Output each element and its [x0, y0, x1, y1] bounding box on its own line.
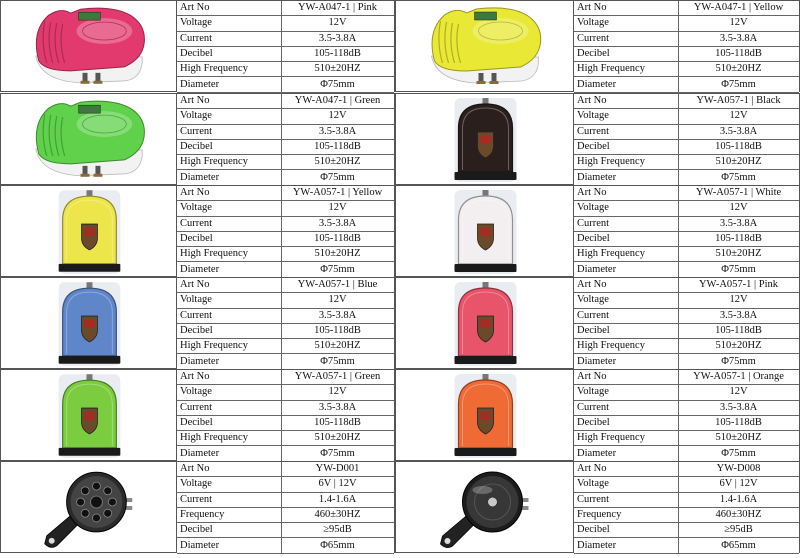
- spec-table: [177, 93, 395, 185]
- spec-value: 105-118dB: [314, 232, 361, 244]
- spec-value: 105-118dB: [314, 324, 361, 336]
- spec-value: 1.4-1.6A: [318, 493, 357, 505]
- spec-value: 105-118dB: [314, 140, 361, 152]
- spec-value: 12V: [729, 294, 748, 306]
- spec-value: 6V | 12V: [318, 478, 357, 490]
- spec-value: 3.5-3.8A: [318, 32, 357, 44]
- product-image-cell: [395, 0, 574, 92]
- product-image-cell: [395, 93, 574, 185]
- spec-value: 3.5-3.8A: [318, 217, 357, 229]
- spec-value: YW-A057-1 | Yellow: [292, 187, 383, 198]
- arched-horn-icon: [1, 278, 176, 368]
- spec-value: 12V: [729, 17, 748, 29]
- spec-value: 105-118dB: [314, 47, 361, 59]
- spec-table: [177, 461, 395, 553]
- spec-value: 510±20HZ: [715, 340, 762, 352]
- spec-value: 3.5-3.8A: [318, 309, 357, 321]
- spec-label: Decibel: [180, 524, 213, 536]
- spec-label: Diameter: [577, 171, 617, 183]
- spec-row: [177, 140, 394, 155]
- spec-label: Diameter: [180, 447, 220, 459]
- spec-label: Voltage: [577, 294, 609, 306]
- spec-value: 510±20HZ: [314, 248, 361, 260]
- spec-value: 510±20HZ: [314, 156, 361, 168]
- spec-row: [177, 171, 394, 186]
- spec-row: [574, 278, 799, 293]
- spec-label: Diameter: [180, 263, 220, 275]
- spec-table: [574, 277, 800, 369]
- spec-row: [177, 385, 394, 400]
- spec-row: [574, 462, 799, 477]
- product-image-cell: [0, 93, 177, 185]
- spec-label: Decibel: [577, 47, 610, 59]
- spec-row: [574, 309, 799, 324]
- spec-table: [574, 93, 800, 185]
- spec-value: ≥95dB: [724, 524, 753, 536]
- spec-label: Diameter: [577, 447, 617, 459]
- spec-row: [177, 78, 394, 93]
- spec-row: [574, 171, 799, 186]
- spec-label: Art No: [180, 2, 210, 13]
- spec-value: 12V: [729, 386, 748, 398]
- spec-row: [177, 508, 394, 523]
- spec-label: Current: [577, 493, 610, 505]
- spec-row: [574, 493, 799, 508]
- spec-value: 460±30HZ: [715, 508, 762, 520]
- spec-label: Voltage: [577, 386, 609, 398]
- spec-row: [574, 186, 799, 201]
- spec-row: [177, 431, 394, 446]
- spec-label: High Frequency: [577, 248, 645, 260]
- spec-label: High Frequency: [577, 432, 645, 444]
- spec-row: [177, 401, 394, 416]
- spec-row: [574, 125, 799, 140]
- spec-value: 3.5-3.8A: [719, 401, 758, 413]
- spec-label: Art No: [180, 371, 210, 382]
- spec-label: Current: [180, 125, 213, 137]
- spec-label: Decibel: [180, 47, 213, 59]
- spec-label: Decibel: [577, 324, 610, 336]
- spec-label: Current: [577, 125, 610, 137]
- spec-value: 3.5-3.8A: [318, 125, 357, 137]
- spec-row: [177, 263, 394, 278]
- spec-value: YW-A057-1 | Orange: [693, 371, 784, 382]
- spec-row: [574, 140, 799, 155]
- spec-row: [177, 278, 394, 293]
- spec-value: YW-A057-1 | Blue: [297, 279, 378, 290]
- arched-horn-icon: [396, 94, 573, 184]
- spec-table: [177, 369, 395, 461]
- spec-label: Art No: [577, 2, 607, 13]
- spec-value: 105-118dB: [715, 140, 762, 152]
- arched-horn-icon: [396, 370, 573, 460]
- product-image-cell: [0, 369, 177, 461]
- snail-horn-icon: [1, 1, 176, 91]
- spec-label: High Frequency: [180, 156, 248, 168]
- spec-value: Φ75mm: [721, 355, 756, 367]
- spec-value: 12V: [729, 110, 748, 122]
- spec-row: [574, 477, 799, 492]
- spec-value: Φ75mm: [320, 447, 355, 459]
- spec-label: Current: [577, 309, 610, 321]
- product-image-cell: [0, 185, 177, 277]
- spec-value: YW-A047-1 | Yellow: [693, 2, 784, 13]
- spec-label: High Frequency: [180, 432, 248, 444]
- arched-horn-icon: [396, 278, 573, 368]
- spec-table: [574, 369, 800, 461]
- spec-label: Decibel: [577, 140, 610, 152]
- spec-label: Decibel: [180, 324, 213, 336]
- spec-label: Voltage: [180, 386, 212, 398]
- spec-label: Voltage: [577, 110, 609, 122]
- spec-row: [177, 47, 394, 62]
- spec-row: [574, 431, 799, 446]
- spec-row: [177, 109, 394, 124]
- spec-value: YW-A057-1 | Green: [294, 371, 381, 382]
- spec-value: YW-A057-1 | Black: [696, 95, 781, 106]
- spec-label: Current: [577, 217, 610, 229]
- product-image-cell: [395, 277, 574, 369]
- spec-row: [177, 186, 394, 201]
- spec-row: [574, 523, 799, 538]
- spec-row: [177, 493, 394, 508]
- spec-label: Diameter: [180, 539, 220, 551]
- spec-value: YW-D001: [315, 463, 360, 474]
- spec-label: Art No: [180, 187, 210, 198]
- spec-value: 510±20HZ: [314, 340, 361, 352]
- spec-value: 105-118dB: [715, 232, 762, 244]
- spec-table: [177, 0, 395, 92]
- spec-label: High Frequency: [180, 340, 248, 352]
- product-image-cell: [0, 461, 177, 553]
- spec-row: [574, 447, 799, 462]
- product-image-cell: [395, 185, 574, 277]
- spec-row: [574, 47, 799, 62]
- spec-row: [177, 16, 394, 31]
- spec-label: Diameter: [577, 78, 617, 90]
- spec-label: Voltage: [577, 17, 609, 29]
- spec-value: 510±20HZ: [715, 156, 762, 168]
- spec-row: [574, 263, 799, 278]
- spec-label: Current: [577, 401, 610, 413]
- spec-value: 105-118dB: [715, 324, 762, 336]
- spec-row: [177, 339, 394, 354]
- spec-value: 3.5-3.8A: [719, 217, 758, 229]
- disc-horn-icon: [1, 462, 176, 552]
- spec-value: Φ75mm: [320, 263, 355, 275]
- spec-value: 12V: [328, 110, 347, 122]
- spec-value: 1.4-1.6A: [719, 493, 758, 505]
- spec-row: [574, 247, 799, 262]
- spec-value: 12V: [328, 202, 347, 214]
- spec-row: [177, 32, 394, 47]
- spec-label: Current: [180, 32, 213, 44]
- spec-row: [177, 462, 394, 477]
- spec-label: Diameter: [180, 78, 220, 90]
- spec-label: Diameter: [180, 171, 220, 183]
- spec-value: Φ65mm: [320, 539, 355, 551]
- spec-row: [574, 401, 799, 416]
- disc-horn-icon: [396, 462, 573, 552]
- spec-row: [177, 523, 394, 538]
- spec-row: [177, 324, 394, 339]
- product-image-cell: [395, 461, 574, 553]
- spec-row: [177, 355, 394, 370]
- spec-label: Art No: [577, 95, 607, 106]
- spec-value: 510±20HZ: [314, 63, 361, 75]
- spec-row: [574, 232, 799, 247]
- spec-table: [574, 185, 800, 277]
- spec-label: High Frequency: [180, 63, 248, 75]
- spec-label: Current: [180, 309, 213, 321]
- arched-horn-icon: [396, 186, 573, 276]
- spec-value: 105-118dB: [715, 416, 762, 428]
- spec-label: Diameter: [180, 355, 220, 367]
- spec-row: [574, 539, 799, 554]
- spec-label: Voltage: [180, 202, 212, 214]
- spec-label: Decibel: [180, 232, 213, 244]
- spec-value: Φ75mm: [320, 355, 355, 367]
- spec-value: YW-A057-1 | Pink: [698, 279, 779, 290]
- spec-value: Φ65mm: [721, 539, 756, 551]
- spec-table: [177, 277, 395, 369]
- spec-label: Current: [577, 32, 610, 44]
- spec-label: Voltage: [577, 478, 609, 490]
- spec-row: [177, 370, 394, 385]
- spec-row: [177, 201, 394, 216]
- spec-value: 510±20HZ: [715, 432, 762, 444]
- product-image-cell: [0, 277, 177, 369]
- spec-row: [574, 370, 799, 385]
- spec-label: Current: [180, 401, 213, 413]
- spec-value: 12V: [328, 294, 347, 306]
- snail-horn-icon: [1, 94, 176, 184]
- spec-value: YW-A047-1 | Green: [294, 95, 381, 106]
- spec-row: [177, 293, 394, 308]
- spec-row: [177, 1, 394, 16]
- spec-table: [177, 185, 395, 277]
- spec-value: YW-A057-1 | White: [695, 187, 782, 198]
- spec-value: Φ75mm: [721, 78, 756, 90]
- spec-value: 3.5-3.8A: [719, 32, 758, 44]
- spec-label: High Frequency: [180, 248, 248, 260]
- spec-row: [574, 62, 799, 77]
- spec-row: [574, 508, 799, 523]
- spec-label: Voltage: [180, 294, 212, 306]
- spec-row: [177, 447, 394, 462]
- spec-label: Decibel: [577, 416, 610, 428]
- spec-value: 105-118dB: [314, 416, 361, 428]
- spec-row: [574, 355, 799, 370]
- spec-label: Frequency: [180, 508, 225, 520]
- spec-label: Voltage: [180, 17, 212, 29]
- spec-label: Art No: [577, 187, 607, 198]
- spec-label: Diameter: [577, 539, 617, 551]
- spec-row: [177, 232, 394, 247]
- spec-table: [574, 461, 800, 553]
- spec-label: Art No: [180, 279, 210, 290]
- spec-row: [574, 16, 799, 31]
- product-image-cell: [395, 369, 574, 461]
- spec-value: Φ75mm: [721, 263, 756, 275]
- spec-label: Decibel: [180, 416, 213, 428]
- spec-row: [574, 293, 799, 308]
- spec-label: Art No: [577, 279, 607, 290]
- spec-label: Voltage: [577, 202, 609, 214]
- spec-label: Voltage: [180, 478, 212, 490]
- spec-label: Art No: [577, 371, 607, 382]
- spec-label: Voltage: [180, 110, 212, 122]
- spec-value: 12V: [729, 202, 748, 214]
- spec-row: [177, 125, 394, 140]
- spec-value: Φ75mm: [721, 171, 756, 183]
- spec-row: [177, 309, 394, 324]
- spec-row: [574, 385, 799, 400]
- arched-horn-icon: [1, 186, 176, 276]
- spec-value: 3.5-3.8A: [719, 309, 758, 321]
- spec-value: YW-D008: [716, 463, 761, 474]
- spec-row: [574, 217, 799, 232]
- spec-row: [574, 339, 799, 354]
- spec-row: [177, 539, 394, 554]
- spec-label: Diameter: [577, 263, 617, 275]
- spec-label: Decibel: [577, 524, 610, 536]
- spec-value: 12V: [328, 17, 347, 29]
- spec-value: YW-A047-1 | Pink: [297, 2, 378, 13]
- spec-label: Frequency: [577, 508, 622, 520]
- spec-row: [574, 32, 799, 47]
- spec-row: [574, 94, 799, 109]
- spec-value: 510±20HZ: [715, 63, 762, 75]
- spec-label: Decibel: [180, 140, 213, 152]
- spec-row: [574, 109, 799, 124]
- spec-row: [177, 477, 394, 492]
- spec-row: [177, 155, 394, 170]
- spec-label: Decibel: [577, 232, 610, 244]
- spec-row: [574, 201, 799, 216]
- spec-row: [177, 416, 394, 431]
- arched-horn-icon: [1, 370, 176, 460]
- spec-value: 12V: [328, 386, 347, 398]
- spec-row: [574, 416, 799, 431]
- spec-row: [574, 78, 799, 93]
- spec-value: 6V | 12V: [719, 478, 758, 490]
- spec-value: 510±20HZ: [715, 248, 762, 260]
- spec-row: [177, 217, 394, 232]
- spec-value: ≥95dB: [323, 524, 352, 536]
- spec-label: Art No: [577, 463, 607, 474]
- spec-value: 460±30HZ: [314, 508, 361, 520]
- spec-row: [177, 62, 394, 77]
- spec-label: Art No: [180, 95, 210, 106]
- spec-value: Φ75mm: [721, 447, 756, 459]
- spec-row: [574, 155, 799, 170]
- spec-table: [574, 0, 800, 92]
- spec-value: 105-118dB: [715, 47, 762, 59]
- spec-label: Current: [180, 493, 213, 505]
- spec-row: [574, 1, 799, 16]
- spec-value: Φ75mm: [320, 171, 355, 183]
- product-image-cell: [0, 0, 177, 92]
- spec-label: Art No: [180, 463, 210, 474]
- spec-row: [177, 247, 394, 262]
- spec-label: High Frequency: [577, 340, 645, 352]
- spec-label: Diameter: [577, 355, 617, 367]
- spec-label: High Frequency: [577, 63, 645, 75]
- snail-horn-icon: [396, 1, 573, 91]
- spec-row: [574, 324, 799, 339]
- spec-value: Φ75mm: [320, 78, 355, 90]
- spec-value: 3.5-3.8A: [719, 125, 758, 137]
- spec-value: 3.5-3.8A: [318, 401, 357, 413]
- spec-label: High Frequency: [577, 156, 645, 168]
- spec-value: 510±20HZ: [314, 432, 361, 444]
- spec-label: Current: [180, 217, 213, 229]
- spec-row: [177, 94, 394, 109]
